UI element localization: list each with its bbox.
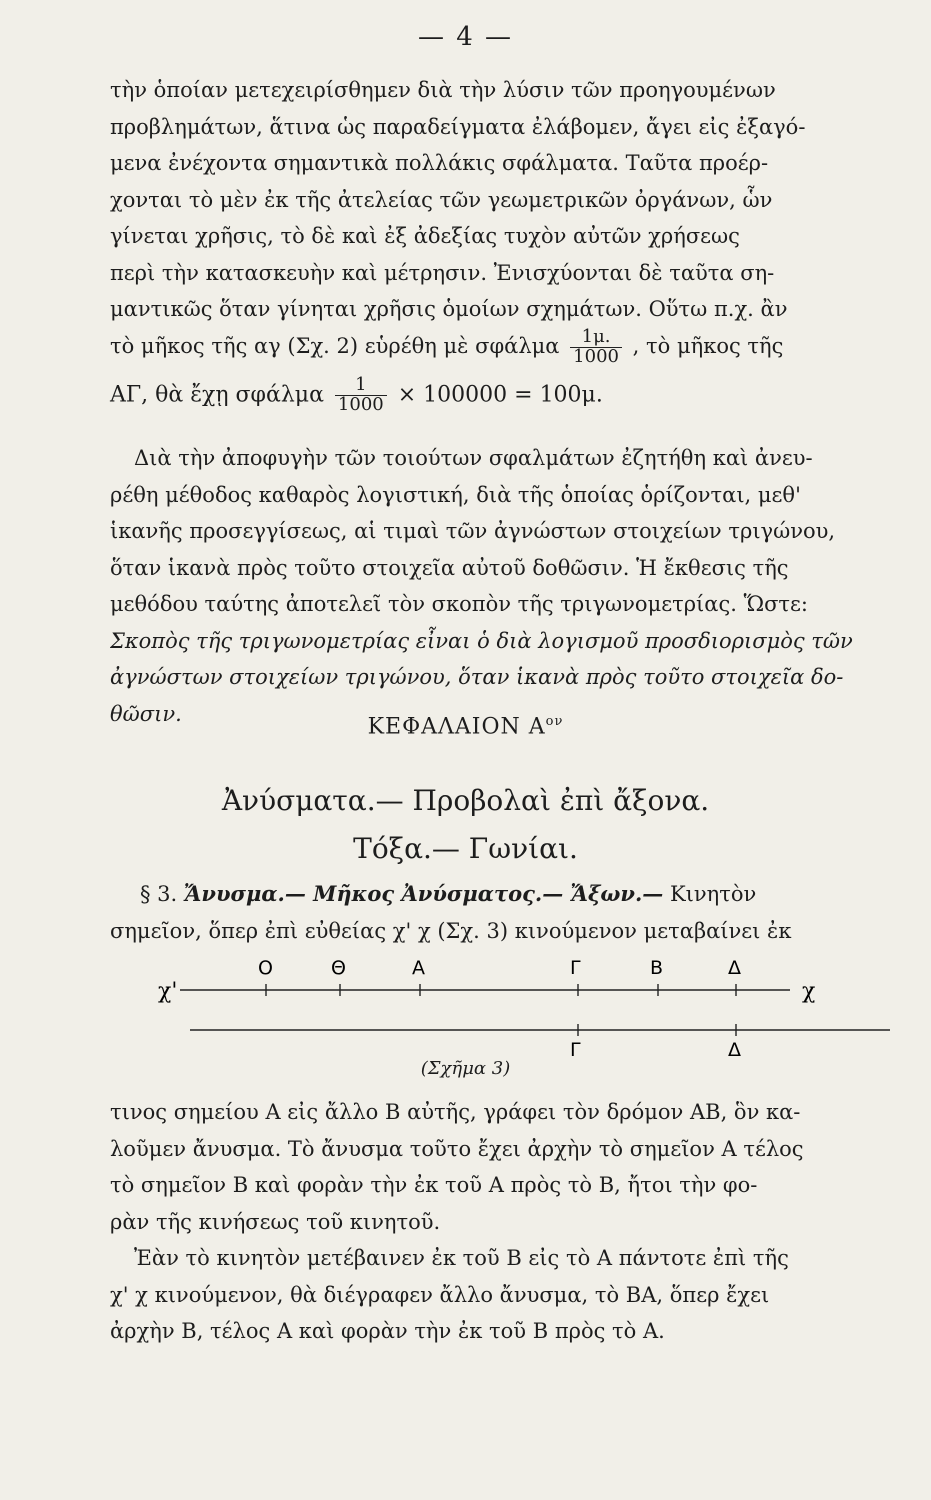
section-3 [110, 876, 880, 949]
point-label: Θ [331, 957, 346, 979]
text-line: μενα ἐνέχοντα σημαντικὰ πολλάκις σφάλματα. Ταῦτα προέρ- [110, 151, 769, 175]
definition-line: ἀγνώστων στοιχείων τριγώνου, ὅταν ἱκανὰ πρὸς τοῦτο στοιχεῖα δο- [110, 665, 844, 689]
error-line-before: τὸ μῆκος τῆς αγ (Σχ. 2) εὑρέθη μὲ σφάλμα [110, 333, 560, 358]
paragraph-2 [110, 440, 880, 732]
text-line: χονται τὸ μὲν ἐκ τῆς ἀτελείας τῶν γεωμετρικῶν ὀργάνων, ὧν [110, 187, 773, 212]
chapter-title: ΚΕΦΑΛΑΙΟΝ Α [367, 714, 546, 740]
error-line [110, 328, 880, 367]
text-line: ἱκανῆς προσεγγίσεως, αἱ τιμαὶ τῶν ἀγνώστων στοιχείων τριγώνου, [110, 519, 836, 543]
section-number: § 3. [140, 882, 178, 906]
fraction-numerator: 1 [335, 376, 387, 396]
chapter-suffix: ον [545, 714, 564, 729]
paragraph-4 [110, 1094, 880, 1240]
text-line: τινος σημείου Α εἰς ἄλλο Β αὐτῆς, γράφει τὸν δρόμον ΑΒ, ὃν κα- [110, 1100, 801, 1124]
text-line: γίνεται χρῆσις, τὸ δὲ καὶ ἐξ ἀδεξίας τυχὸν αὐτῶν χρήσεως [110, 224, 740, 248]
fraction-denominator: 1000 [337, 393, 384, 415]
text-line: μαντικῶς ὅταν γίνηται χρῆσις ὁμοίων σχημάτων. Οὕτω π.χ. ἂν [110, 297, 788, 321]
formula-after: × 100000 = 100μ. [397, 382, 603, 408]
text-line: τὸ σημεῖον Β καὶ φορὰν τὴν ἐκ τοῦ Α πρὸς τὸ Β, ἤτοι τὴν φο- [110, 1173, 758, 1197]
error-line-after: , τὸ μῆκος τῆς [632, 333, 784, 358]
axis-label-left: χ' [158, 979, 178, 1004]
page-number: — 4 — [417, 22, 514, 52]
point-label: Β [650, 957, 664, 979]
point-label: Δ [728, 1039, 741, 1061]
figure-caption: (Σχῆμα 3) [420, 1058, 511, 1079]
fraction-numerator: 1μ. [570, 328, 622, 348]
chapter-subtitle-1: Ἀνύσματα.— Προβολαὶ ἐπὶ ἄξονα. [221, 784, 710, 817]
formula-fraction [335, 376, 387, 415]
text-line: μεθόδου ταύτης ἀποτελεῖ τὸν σκοπὸν τῆς τριγωνομετρίας. Ὥστε: [110, 592, 808, 616]
formula-before: ΑΓ, θὰ ἔχῃ σφάλμα [110, 382, 324, 408]
point-label: Α [412, 957, 425, 979]
text-line: ἀρχὴν Β, τέλος Α καὶ φορὰν τὴν ἐκ τοῦ Β πρὸς τὸ Α. [110, 1319, 665, 1343]
point-label: Ο [258, 957, 273, 979]
definition-line: θῶσιν. [110, 701, 182, 726]
section-heading-line [110, 876, 880, 913]
text-line: τὴν ὁποίαν μετεχειρίσθημεν διὰ τὴν λύσιν τῶν προηγουμένων [110, 78, 776, 102]
text-line: ρὰν τῆς κινήσεως τοῦ κινητοῦ. [110, 1209, 441, 1234]
text-line: λοῦμεν ἄνυσμα. Τὸ ἄνυσμα τοῦτο ἔχει ἀρχὴν τὸ σημεῖον Α τέλος [110, 1136, 804, 1161]
axis-label-right: χ [802, 979, 816, 1004]
text-line: χ' χ κινούμενον, θὰ διέγραφεν ἄλλο ἄνυσμα, τὸ ΒΑ, ὅπερ ἔχει [110, 1282, 770, 1307]
text-line: προβλημάτων, ἅτινα ὡς παραδείγματα ἐλάβομεν, ἄγει εἰς ἐξαγό- [110, 114, 806, 139]
point-label: Γ [570, 1039, 581, 1061]
point-label: Δ [728, 957, 741, 979]
point-label: Γ [570, 957, 581, 979]
text-line: ὅταν ἱκανὰ πρὸς τοῦτο στοιχεῖα αὐτοῦ δοθῶσιν. Ἡ ἔκθεσις τῆς [110, 555, 789, 580]
fraction-denominator: 1000 [573, 345, 619, 367]
definition-line: Σκοπὸς τῆς τριγωνομετρίας εἶναι ὁ διὰ λογισμοῦ προσδιορισμὸς τῶν [110, 628, 853, 653]
text-line: περὶ τὴν κατασκευὴν καὶ μέτρησιν. Ἐνισχύονται δὲ ταῦτα ση- [110, 260, 775, 285]
chapter-subtitle-2: Τόξα.— Γωνίαι. [353, 832, 578, 865]
error-formula [110, 376, 603, 415]
chapter-heading [0, 714, 931, 739]
paragraph-5 [110, 1240, 880, 1350]
section-text: Κινητὸν [669, 882, 757, 906]
paragraph-1 [110, 72, 880, 366]
error-fraction [570, 328, 622, 367]
text-line: σημεῖον, ὅπερ ἐπὶ εὐθείας χ' χ (Σχ. 3) κινούμενον μεταβαίνει ἐκ [110, 918, 792, 943]
text-line: Διὰ τὴν ἀποφυγὴν τῶν τοιούτων σφαλμάτων ἐζητήθη καὶ ἀνευ- [134, 446, 813, 470]
text-line: ρέθη μέθοδος καθαρὸς λογιστική, διὰ τῆς ὁποίας ὁρίζονται, μεθ' [110, 482, 801, 507]
section-heading: Ἄνυσμα.— Μῆκος Ἀνύσματος.— Ἄξων.— [183, 881, 664, 906]
text-line: Ἐὰν τὸ κινητὸν μετέβαινεν ἐκ τοῦ Β εἰς τὸ Α πάντοτε ἐπὶ τῆς [134, 1246, 789, 1270]
